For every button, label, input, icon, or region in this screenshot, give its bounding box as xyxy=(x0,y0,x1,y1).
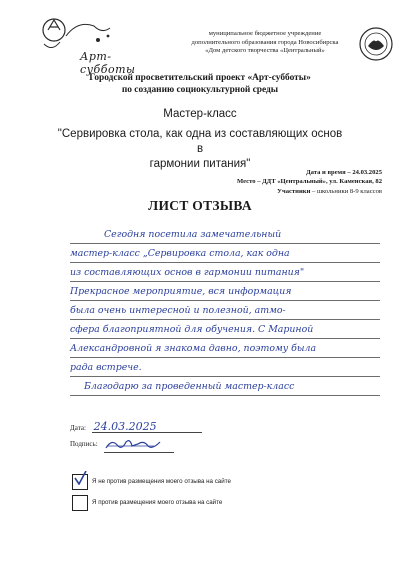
ruled-line xyxy=(70,357,380,358)
masterclass-topic xyxy=(55,127,345,172)
ddt-emblem-logo xyxy=(358,26,394,62)
org-line: «Дом детского творчества «Центральный» xyxy=(205,47,325,55)
date-underline xyxy=(92,432,202,433)
date-label: Дата: xyxy=(70,424,86,432)
org-line: муниципальное бюджетное учреждение xyxy=(208,30,322,37)
ruled-line xyxy=(70,376,380,377)
feedback-line: была очень интересной и полезной, атмо- xyxy=(70,305,286,316)
project-title-line: Городской просветительский проект «Арт-субботы» xyxy=(89,73,311,83)
handwritten-signature xyxy=(104,436,164,452)
signature-field xyxy=(70,440,98,448)
signature-underline xyxy=(104,452,174,453)
sheet-title: ЛИСТ ОТЗЫВА xyxy=(148,198,252,213)
ruled-line xyxy=(70,243,380,244)
ruled-line xyxy=(70,300,380,301)
checkmark-icon xyxy=(73,471,87,485)
logo-text: Арт-субботы xyxy=(80,50,136,76)
topic-line: "Сервировка стола, как одна из составляющих основ в xyxy=(57,128,343,155)
event-meta xyxy=(82,168,382,196)
meta-date-label: Дата и время xyxy=(306,169,346,176)
feedback-line: сфера благоприятной для обучения. С Мариной xyxy=(70,324,314,335)
meta-date xyxy=(82,168,382,177)
signature-label: Подпись: xyxy=(70,440,98,448)
meta-participants-value: – школьники 8-9 классов xyxy=(312,187,382,195)
date-value: 24.03.2025 xyxy=(93,420,157,433)
date-field xyxy=(70,420,157,433)
project-title-line: по созданию социокультурной среды xyxy=(121,85,279,95)
feedback-line: Александровной я знакома давно, поэтому была xyxy=(70,343,317,354)
ruled-line xyxy=(70,338,380,339)
consent-disagree-label: Я против размещения моего отзыва на сайте xyxy=(92,499,223,506)
ruled-line xyxy=(70,262,380,263)
feedback-area xyxy=(70,226,380,416)
feedback-line: Прекрасное мероприятие, вся информация xyxy=(70,286,292,297)
organization-header xyxy=(165,30,365,56)
topic-line: гармонии питания" xyxy=(149,158,251,170)
feedback-line: из составляющих основ в гармонии питания" xyxy=(70,267,305,278)
meta-place-value: – ДДТ «Центральный», ул. Каменская, 82 xyxy=(257,178,382,186)
ruled-line xyxy=(70,281,380,282)
ruled-line xyxy=(70,319,380,320)
meta-participants xyxy=(82,187,382,196)
feedback-line: мастер-класс „Сервировка стола, как одна xyxy=(70,248,290,259)
masterclass-label: Мастер-класс xyxy=(163,108,237,120)
ruled-line xyxy=(70,395,380,396)
meta-place xyxy=(82,177,382,186)
feedback-line: рада встрече. xyxy=(70,362,142,373)
meta-date-value: – 24.03.2025 xyxy=(347,169,382,176)
meta-place-label: Место xyxy=(237,178,256,186)
feedback-line: Благодарю за проведенный мастер-класс xyxy=(84,381,295,392)
feedback-line: Сегодня посетила замечательный xyxy=(104,229,282,240)
art-saturdays-logo xyxy=(38,14,158,76)
consent-agree-label: Я не против размещения моего отзыва на сайте xyxy=(92,478,231,485)
consent-disagree-checkbox[interactable] xyxy=(72,495,88,511)
org-line: дополнительного образования города Новосибирска xyxy=(191,38,339,46)
project-title xyxy=(20,72,380,96)
meta-participants-label: Участники xyxy=(277,187,311,195)
consent-agree-checkbox[interactable] xyxy=(72,474,88,490)
